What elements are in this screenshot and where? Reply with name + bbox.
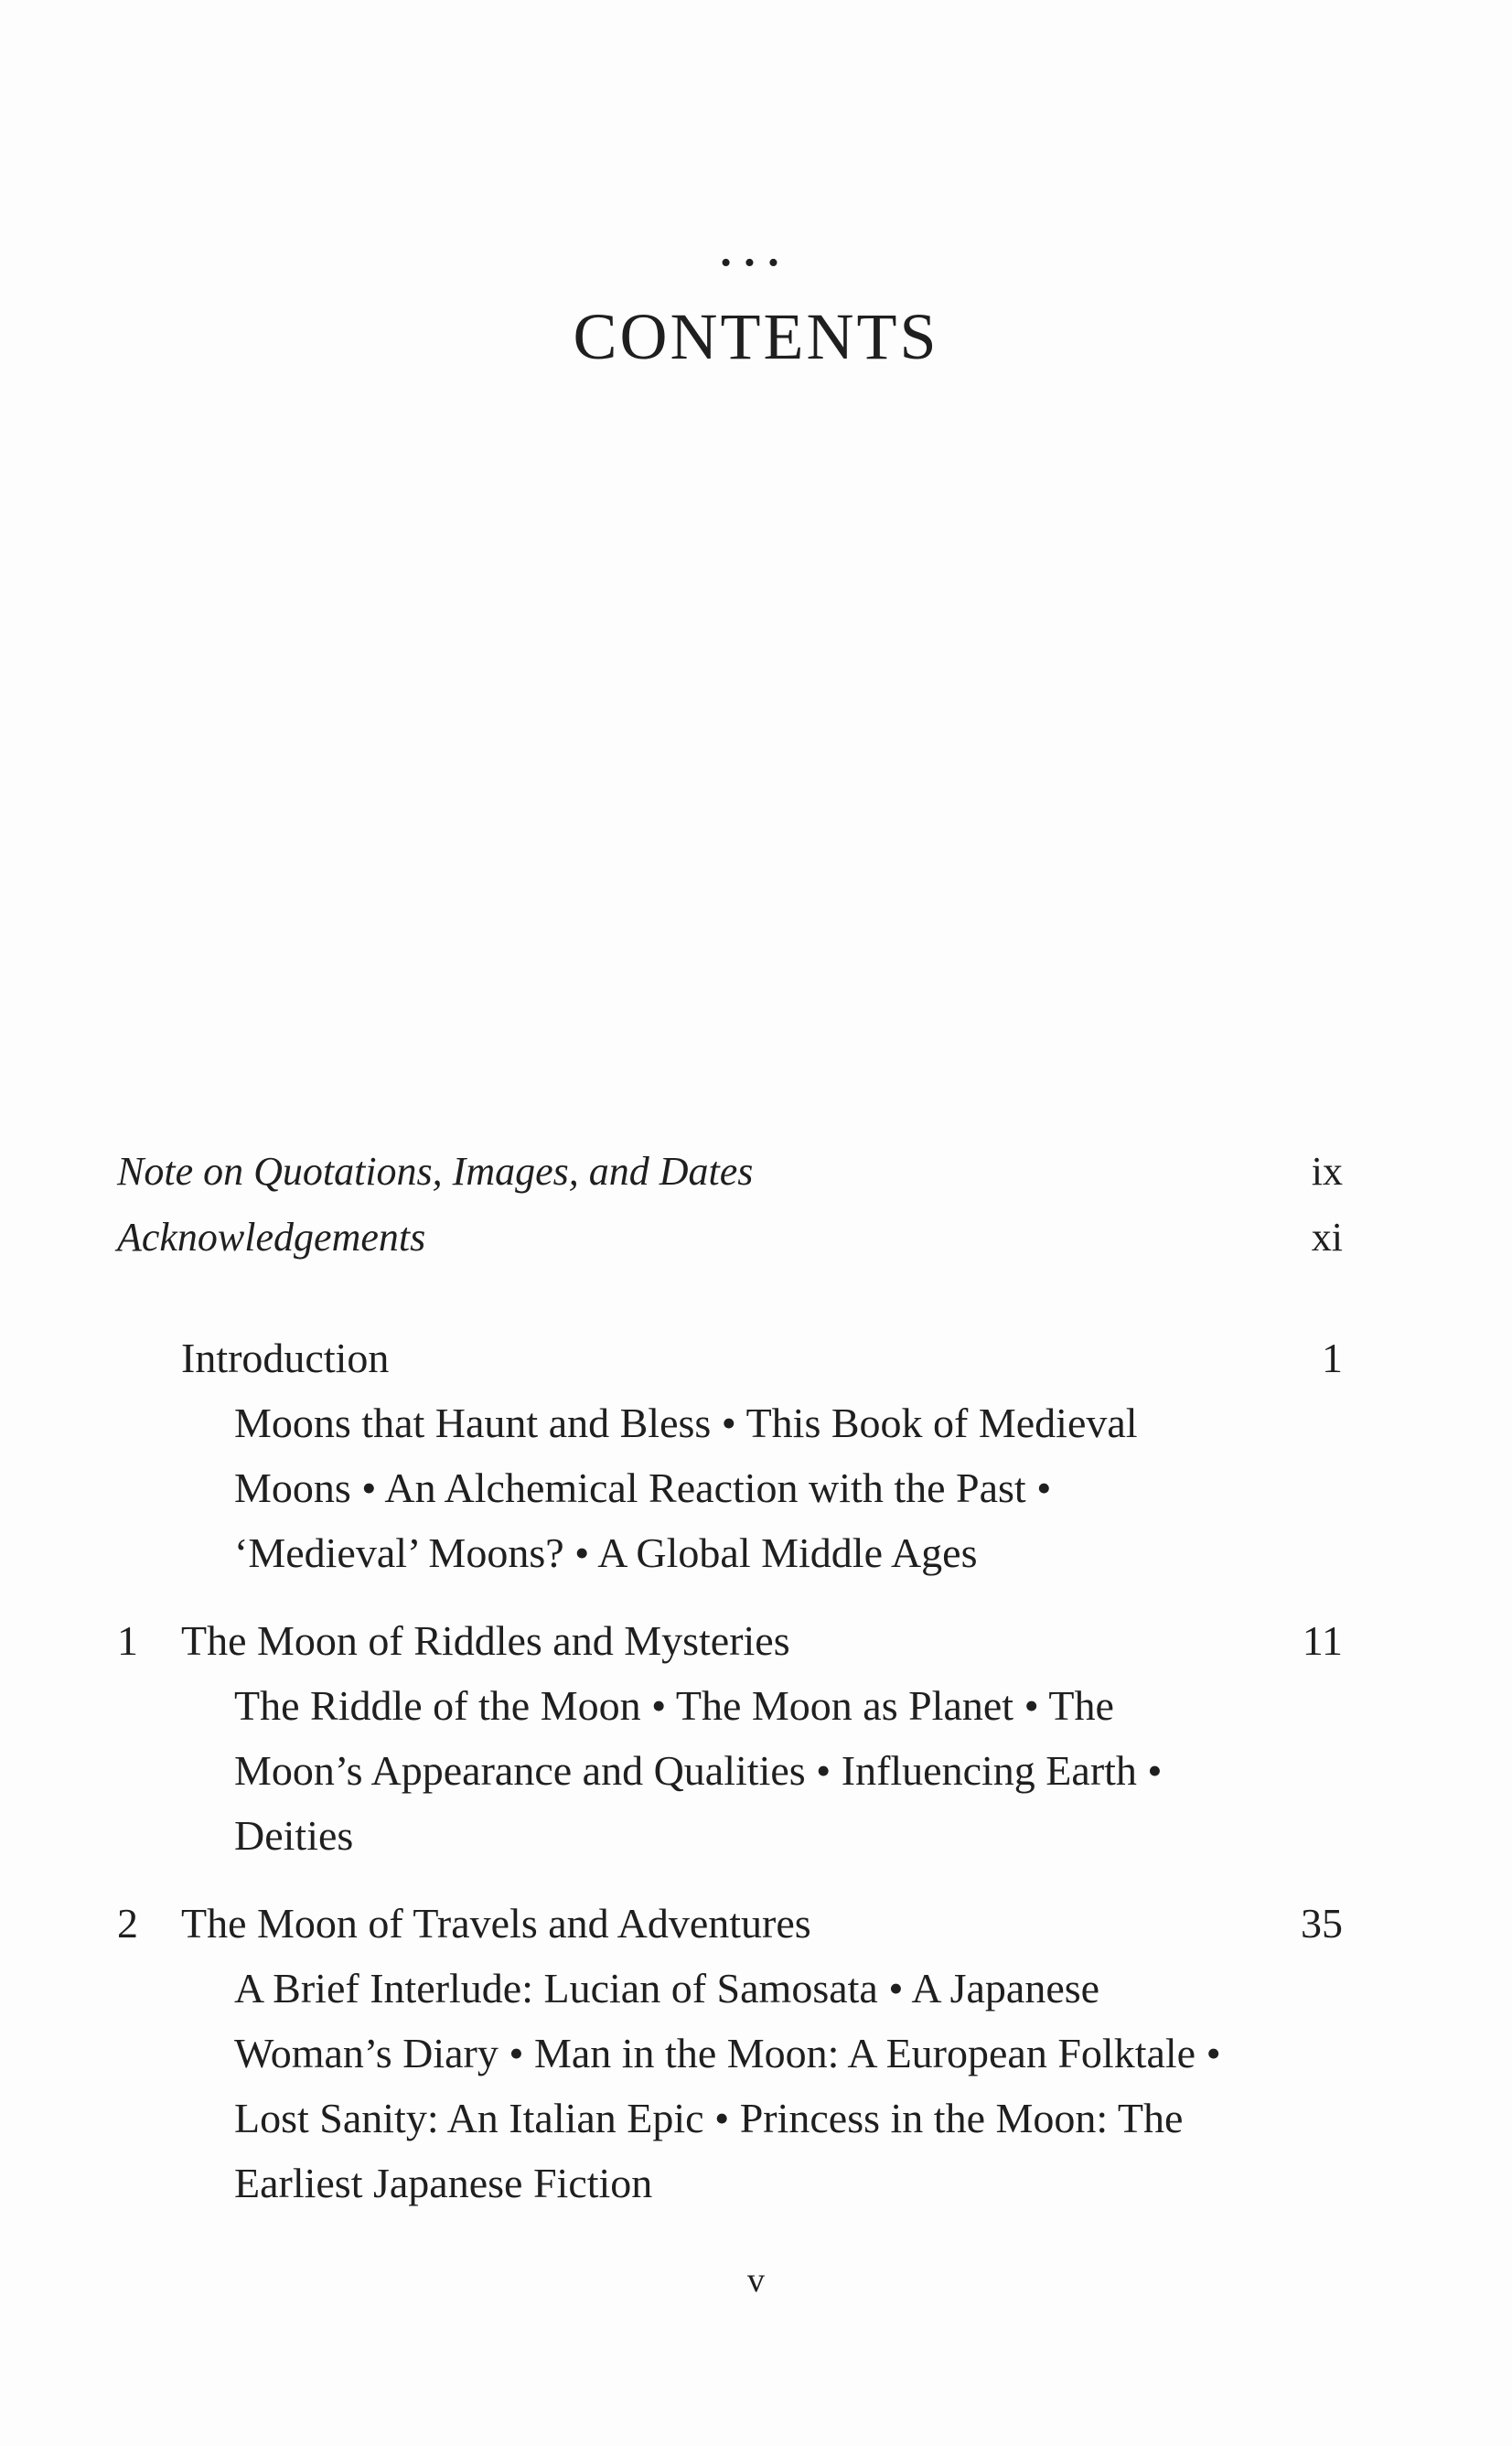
chapter-page-number: 35 <box>1301 1900 1343 1947</box>
chapter-title: The Moon of Travels and Adventures <box>181 1900 811 1947</box>
page-title: CONTENTS <box>573 300 939 373</box>
entry-page-number: ix <box>1311 1149 1343 1194</box>
chapter-number: 2 <box>117 1900 138 1947</box>
chapter-entry-introduction <box>117 1326 1343 1585</box>
chapter-subtopics: Moons that Haunt and Bless • This Book of Medieval Moons • An Alchemical Reaction with the Past • ‘Medieval’ Moons? • A Global Middle Ages <box>234 1400 1138 1576</box>
chapter-subtopics: A Brief Interlude: Lucian of Samosata • A Japanese Woman’s Diary • Man in the Moon: A European Folktale • Lost Sanity: An Italian Epic • Princess in the Moon: The Earliest Japanese Fiction <box>234 1965 1221 2206</box>
chapter-subtopics: The Riddle of the Moon • The Moon as Planet • The Moon’s Appearance and Qualities • Influencing Earth • Deities <box>234 1682 1163 1859</box>
chapter-title: The Moon of Riddles and Mysteries <box>181 1617 790 1664</box>
front-matter-entry <box>117 1205 1343 1271</box>
front-matter-list <box>117 1139 1343 1271</box>
chapter-heading-row <box>117 1609 1343 1673</box>
chapter-entry-2 <box>117 1892 1343 2215</box>
chapter-page-number: 11 <box>1302 1617 1343 1664</box>
chapter-heading-row <box>117 1326 1343 1390</box>
front-matter-entry <box>117 1139 1343 1205</box>
page-folio: v <box>747 2261 765 2300</box>
entry-page-number: xi <box>1311 1215 1343 1260</box>
ornament-dots: ••• <box>720 246 792 280</box>
chapter-entry-1 <box>117 1609 1343 1868</box>
entry-title: Acknowledgements <box>117 1215 426 1260</box>
chapter-title: Introduction <box>181 1335 390 1381</box>
entry-title: Note on Quotations, Images, and Dates <box>117 1149 754 1194</box>
chapter-heading-row <box>117 1892 1343 1956</box>
chapter-page-number: 1 <box>1322 1335 1343 1381</box>
chapter-list <box>117 1326 1343 2239</box>
chapter-number: 1 <box>117 1617 138 1664</box>
